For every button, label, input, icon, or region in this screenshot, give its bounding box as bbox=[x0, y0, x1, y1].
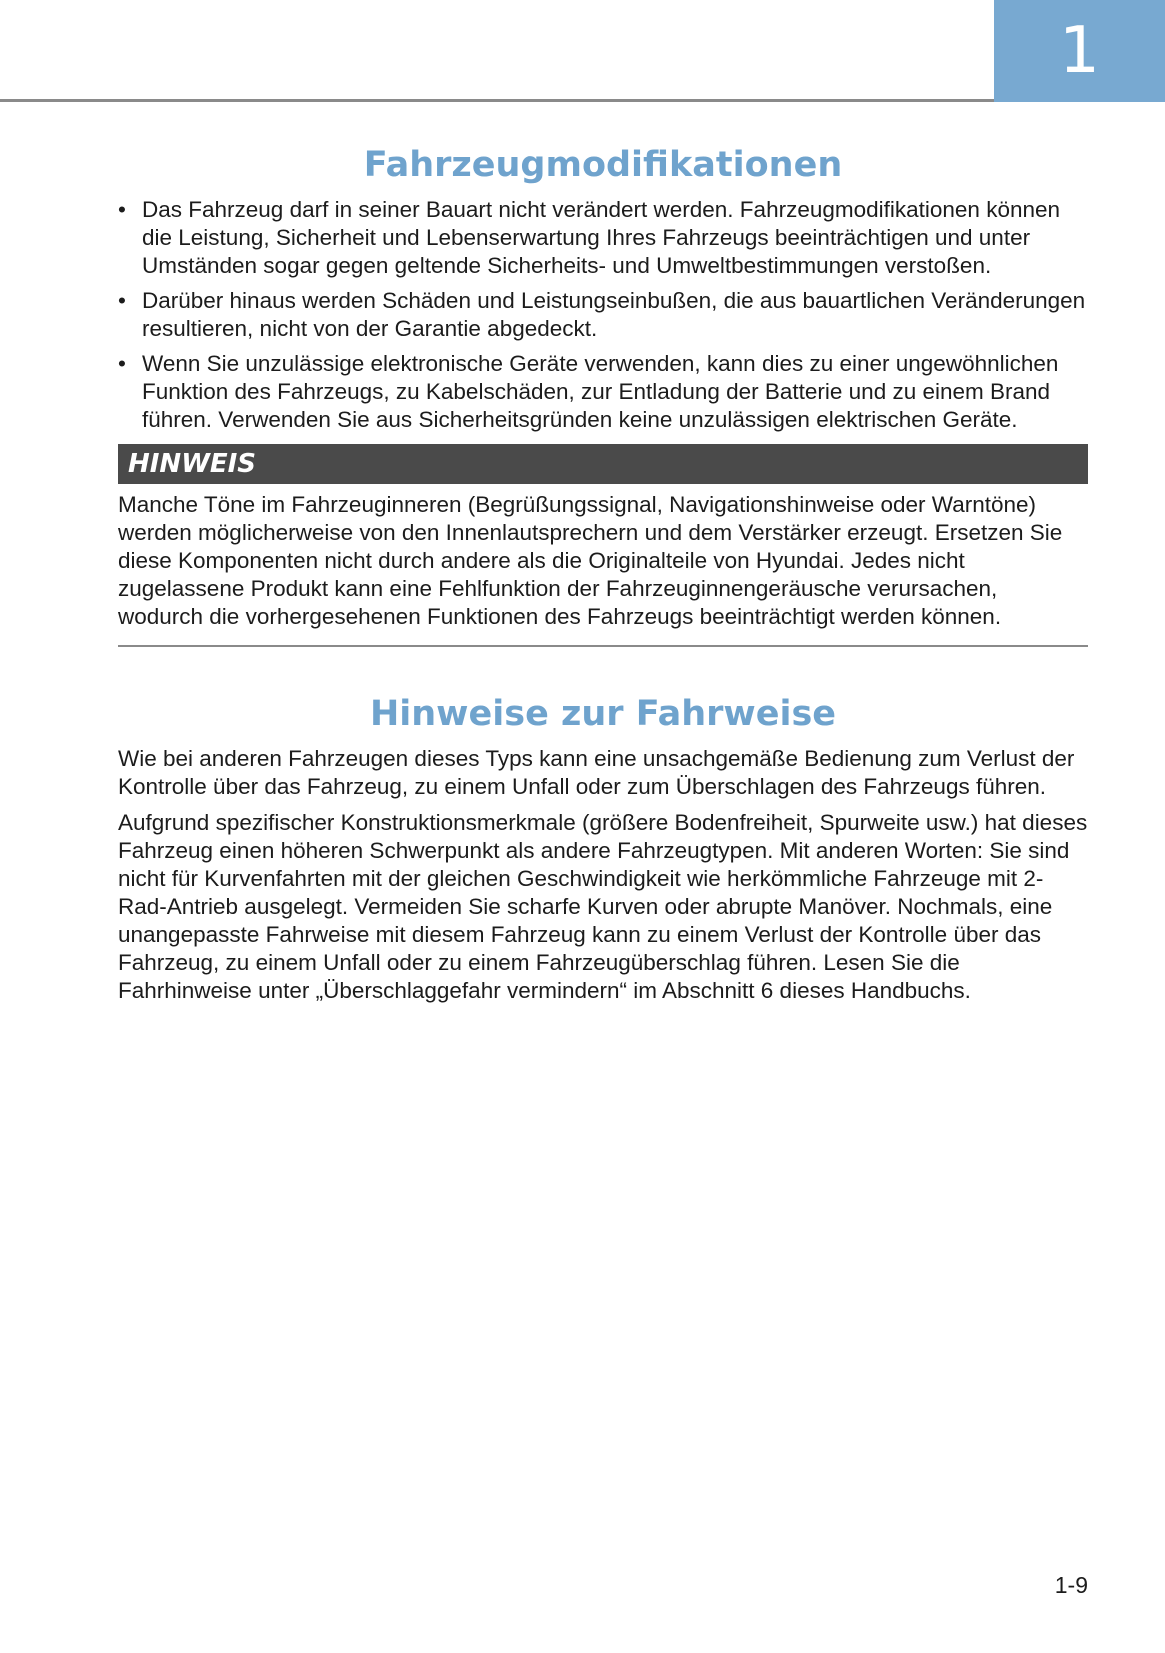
bullet-item bbox=[118, 350, 1088, 434]
bullet-text: Das Fahrzeug darf in seiner Bauart nicht verändert werden. Fahrzeugmodifikationen können die Leistung, Sicherheit und Lebenserwartung Ihres Fahrzeugs beeinträchtigen und unter Umständen sogar gegen geltende Sicherheits- und Umweltbestimmungen verstoßen. bbox=[142, 197, 1061, 278]
notice-text: Manche Töne im Fahrzeuginneren (Begrüßungssignal, Navigationshinweise oder Warntöne) werden möglicherweise von den Innenlautsprechern und dem Verstärker erzeugt. Ersetzen Sie diese Komponenten nicht durch andere als die Originalteile von Hyundai. Jedes nicht zugelassene Produkt kann eine Fehlfunktion der Fahrzeuginnengeräusche verursachen, wodurch die vorhergesehenen Funktionen des Fahrzeugs beeinträchtigt werden können. bbox=[118, 492, 1063, 629]
header-rule bbox=[0, 99, 994, 102]
driving-paragraph: Aufgrund spezifischer Konstruktionsmerkmale (größere Bodenfreiheit, Spurweite usw.) hat dieses Fahrzeug einen höheren Schwerpunkt als andere Fahrzeugtypen. Mit anderen Worten: Sie sind nicht für Kurvenfahrten mit der gleichen Geschwindigkeit wie herkömmliche Fahrzeuge mit 2-Rad-Antrieb ausgelegt. Vermeiden Sie scharfe Kurven oder abrupte Manöver. Nochmals, eine unangepasste Fahrweise mit diesem Fahrzeug kann zu einem Verlust der Kontrolle über das Fahrzeug, zu einem Unfall oder zu einem Fahrzeugüberschlag führen. Lesen Sie die Fahrhinweise unter „Überschlaggefahr vermindern“ im Abschnitt 6 dieses Handbuchs. bbox=[118, 810, 1088, 1003]
section-title-modifications: Fahrzeugmodifikationen bbox=[363, 145, 843, 185]
bullet-dot-icon: • bbox=[118, 197, 126, 222]
bullet-item bbox=[118, 287, 1088, 343]
bullet-text: Wenn Sie unzulässige elektronische Geräte verwenden, kann dies zu einer ungewöhnlichen Funktion des Fahrzeugs, zu Kabelschäden, zur Entladung der Batterie und zu einem Brand führen. Verwenden Sie aus Sicherheitsgründen keine unzulässigen elektrischen Geräte. bbox=[142, 351, 1059, 432]
bullet-dot-icon: • bbox=[118, 351, 126, 376]
bullet-dot-icon: • bbox=[118, 288, 126, 313]
bullet-item bbox=[118, 196, 1088, 280]
notice-header: HINWEIS bbox=[118, 444, 1088, 484]
page-content bbox=[118, 140, 1088, 1005]
modifications-bullet-list bbox=[118, 196, 1088, 434]
driving-paragraph: Wie bei anderen Fahrzeugen dieses Typs kann eine unsachgemäße Bedienung zum Verlust der Kontrolle über das Fahrzeug, zu einem Unfall oder zum Überschlagen des Fahrzeugs führen. bbox=[118, 746, 1075, 799]
notice-divider bbox=[118, 645, 1088, 647]
page-number: 1-9 bbox=[1054, 1572, 1088, 1598]
bullet-text: Darüber hinaus werden Schäden und Leistungseinbußen, die aus bauartlichen Veränderungen resultieren, nicht von der Garantie abgedeckt. bbox=[142, 288, 1086, 341]
chapter-tab: 1 bbox=[994, 0, 1165, 102]
section-title-driving: Hinweise zur Fahrweise bbox=[369, 694, 837, 734]
